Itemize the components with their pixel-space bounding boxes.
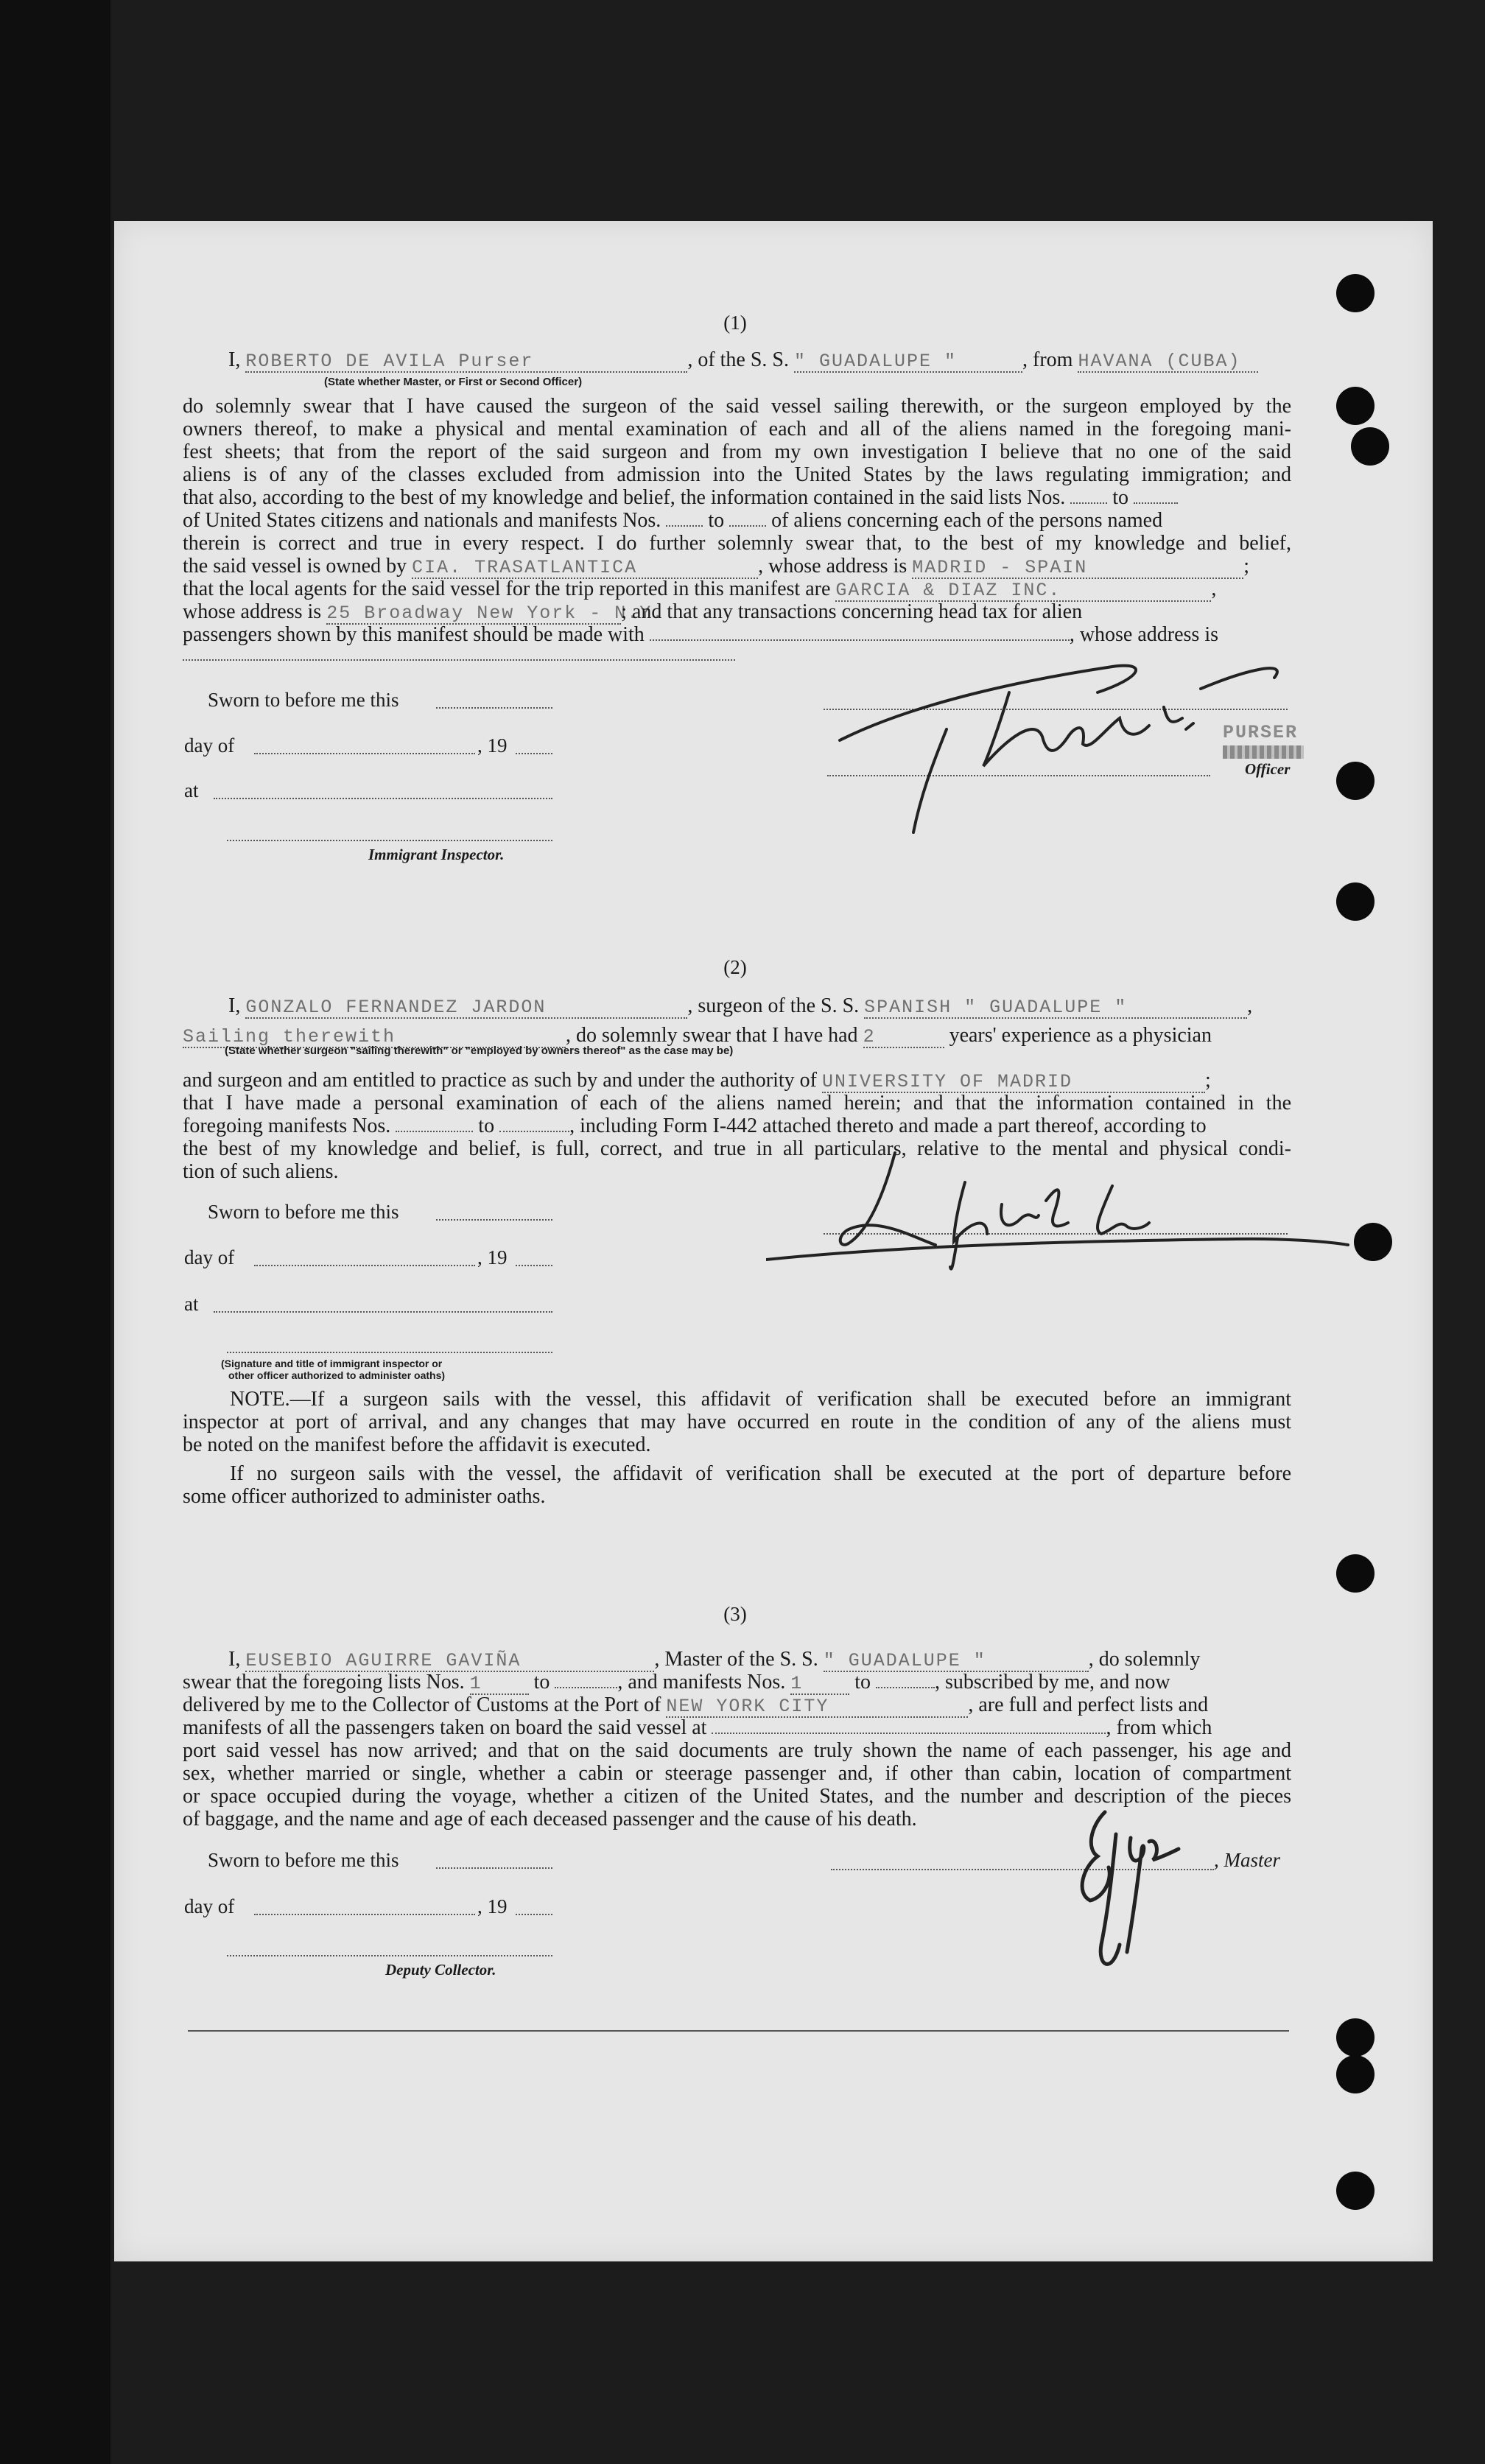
punch-hole [1336, 274, 1375, 312]
sworn-label: Sworn to before me this [208, 1201, 399, 1223]
section-2-para-line: foregoing manifests Nos. to , including Form I-442 attached thereto and made a part thereof, according to [183, 1115, 1207, 1137]
section-1-para-line: do solemnly swear that I have caused the surgeon of the said vessel sailing therewith, or the surgeon employed by the [183, 395, 1291, 418]
departure-port-field[interactable]: HAVANA (CUBA) [1078, 352, 1258, 373]
section-1-line-1: I, ROBERTO DE AVILA Purser , of the S. S. " GUADALUPE " , from HAVANA (CUBA) [228, 348, 1311, 373]
day-of-label: day of [184, 1895, 235, 1917]
purser-signature [832, 648, 1289, 840]
year-label: , 19 [477, 1895, 508, 1917]
day-of-field[interactable] [254, 751, 475, 754]
bottom-rule [188, 2030, 1289, 2032]
master-list-from-field[interactable]: 1 [470, 1674, 529, 1695]
section-2-number: (2) [723, 956, 747, 978]
scan-border [0, 0, 110, 2464]
section-1-para-line: passengers shown by this manifest should be made with , whose address is [183, 623, 1219, 646]
section-2-para-line: tion of such aliens. [183, 1160, 339, 1183]
manifest-to-field[interactable] [729, 510, 766, 527]
head-tax-contact-field[interactable] [650, 625, 1070, 641]
section-1-para-line: aliens is of any of the classes excluded from admission into the United States by the laws regulating immigration; and [183, 463, 1291, 486]
day-of-field[interactable] [254, 1263, 475, 1266]
surgeon-manifest-from-field[interactable] [396, 1116, 473, 1132]
master-vessel-field[interactable]: " GUADALUPE " [824, 1652, 1089, 1672]
section-3-para-line: delivered by me to the Collector of Customs at the Port of NEW YORK CITY , are full and perfect lists and [183, 1693, 1209, 1717]
section-3-para-line: sex, whether married or single, whether a cabin or steerage passenger and, if other than cabin, location of compartment [183, 1762, 1291, 1785]
agents-address-field[interactable]: 25 Broadway New York - N.Y. [326, 603, 665, 624]
year-label: , 19 [477, 734, 508, 757]
officer-rank-hint: (State whether Master, or First or Second Officer) [324, 376, 583, 388]
surgeon-status-hint: (State whether surgeon "sailing therewith" or "employed by owners thereof" as the case may be) [225, 1045, 734, 1057]
master-manifest-to-field[interactable] [876, 1672, 935, 1688]
day-of-field[interactable] [254, 1912, 475, 1915]
embarkation-port-field[interactable] [712, 1718, 1106, 1734]
day-of-label: day of [184, 1246, 235, 1268]
signature-title-hint: (Signature and title of immigrant inspector or other officer authorized to administer oaths) [221, 1358, 446, 1381]
section-2-para-line: the best of my knowledge and belief, is full, correct, and true in all particulars, relative to the mental and physical condi- [183, 1137, 1291, 1160]
year-label: , 19 [477, 1246, 508, 1268]
note-line: inspector at port of arrival, and any changes that may have occurred en route in the condition of any of the aliens must [183, 1411, 1291, 1433]
years-experience-field[interactable]: 2 [863, 1028, 944, 1048]
collector-label: Deputy Collector. [385, 1961, 496, 1979]
punch-hole [1336, 762, 1375, 800]
local-agents-field[interactable]: GARCIA & DIAZ INC. [835, 581, 1211, 602]
punch-hole [1336, 882, 1375, 921]
day-of-label: day of [184, 734, 235, 757]
inspector-signature-field[interactable] [227, 838, 552, 841]
surgeon-manifest-to-field[interactable] [499, 1116, 569, 1132]
section-2-para-line: that I have made a personal examination of each of the aliens named herein; and that the information contained in the [183, 1092, 1291, 1115]
section-3-line-1: I, EUSEBIO AGUIRRE GAVIÑA , Master of the S. S. " GUADALUPE " , do solemnly [228, 1648, 1201, 1671]
section-1-para-line: that the local agents for the said vessel for the trip reported in this manifest are GARCIA & DIAZ INC. , [183, 578, 1217, 601]
punch-hole [1336, 2018, 1375, 2057]
section-1-para-line: fest sheets; that from the report of the said surgeon and from my own investigation I believe that no one of the said [183, 440, 1291, 463]
master-name-field[interactable]: EUSEBIO AGUIRRE GAVIÑA [245, 1652, 654, 1672]
at-field[interactable] [214, 796, 552, 799]
section-3-para-line: port said vessel has now arrived; and that on the said documents are truly shown the name of each passenger, his age and [183, 1739, 1291, 1762]
punch-hole [1336, 2172, 1375, 2210]
section-1-para-line: that also, according to the best of my knowledge and belief, the information contained in the said lists Nos. to [183, 486, 1291, 509]
section-1-number: (1) [723, 312, 747, 334]
section-3-number: (3) [723, 1603, 747, 1625]
section-2-line-1: I, GONZALO FERNANDEZ JARDON , surgeon of the S. S. SPANISH " GUADALUPE " , [228, 994, 1253, 1018]
punch-hole [1336, 2055, 1375, 2093]
surgeon-name-field[interactable]: GONZALO FERNANDEZ JARDON [245, 998, 687, 1019]
master-label: , Master [1214, 1849, 1280, 1871]
inspector-label: Immigrant Inspector. [368, 846, 505, 863]
officer-name-field[interactable]: ROBERTO DE AVILA Purser [245, 352, 687, 373]
at-label: at [184, 779, 199, 801]
note-line: If no surgeon sails with the vessel, the affidavit of verification shall be executed at the port of departure before [230, 1462, 1291, 1485]
owner-address-field[interactable]: MADRID - SPAIN [912, 558, 1243, 579]
vessel-name-field[interactable]: " GUADALUPE " [794, 352, 1022, 373]
sworn-date-field[interactable] [436, 706, 552, 709]
arrival-port-field[interactable]: NEW YORK CITY [666, 1697, 968, 1718]
at-field[interactable] [214, 1310, 552, 1313]
section-1-para-line: therein is correct and true in every respect. I do further solemnly swear that, to the best of my knowledge and belief, [183, 532, 1291, 555]
officer-label: Officer [1245, 760, 1291, 778]
purser-stamp: PURSER [1223, 722, 1299, 743]
head-tax-address-field[interactable] [183, 658, 735, 661]
surgeon-status-field[interactable]: Sailing therewith [183, 1028, 566, 1048]
punch-hole [1354, 1223, 1392, 1261]
year-field[interactable] [516, 751, 552, 754]
year-field[interactable] [516, 1912, 552, 1915]
section-2-line-2: Sailing therewith , do solemnly swear that I have had 2 years' experience as a physician [183, 1024, 1212, 1047]
surgeon-vessel-field[interactable]: SPANISH " GUADALUPE " [864, 998, 1247, 1019]
sworn-label: Sworn to before me this [208, 689, 399, 711]
section-3-para-line: swear that the foregoing lists Nos. 1 to , and manifests Nos. 1 to , subscribed by me, and now [183, 1671, 1170, 1694]
note-line: be noted on the manifest before the affidavit is executed. [183, 1433, 651, 1456]
vessel-owner-field[interactable]: CIA. TRASATLANTICA [412, 558, 758, 579]
punch-hole [1336, 1554, 1375, 1593]
list-from-field[interactable] [1070, 488, 1107, 504]
sworn-date-field[interactable] [436, 1866, 552, 1869]
year-field[interactable] [516, 1263, 552, 1266]
sworn-date-field[interactable] [436, 1218, 552, 1221]
master-list-to-field[interactable] [555, 1672, 617, 1688]
officer-signature-field[interactable] [227, 1350, 552, 1353]
surgeon-signature [766, 1149, 1355, 1274]
authority-field[interactable]: UNIVERSITY OF MADRID [822, 1073, 1205, 1093]
master-signature [1061, 1797, 1193, 1989]
sworn-label: Sworn to before me this [208, 1849, 399, 1871]
master-manifest-from-field[interactable]: 1 [790, 1674, 849, 1695]
note-line: some officer authorized to administer oaths. [183, 1485, 546, 1508]
section-1-para-line: whose address is 25 Broadway New York - N.Y.; and that any transactions concerning head tax for alien [183, 600, 1083, 624]
punch-hole [1336, 387, 1375, 425]
section-3-para-line: or space occupied during the voyage, whether a citizen of the United States, and the number and description of the pieces [183, 1785, 1291, 1808]
collector-signature-field[interactable] [227, 1954, 552, 1956]
punch-hole [1351, 427, 1389, 466]
section-2-para-line: and surgeon and am entitled to practice as such by and under the authority of UNIVERSITY OF MADRID ; [183, 1069, 1211, 1092]
section-1-para-line: owners thereof, to make a physical and mental examination of each and all of the aliens named in the foregoing mani- [183, 418, 1291, 440]
section-3-para-line: of baggage, and the name and age of each deceased passenger and the cause of his death. [183, 1808, 917, 1831]
section-1-para-line: of United States citizens and nationals and manifests Nos. to of aliens concerning each of the persons named [183, 509, 1163, 532]
note-line: NOTE.—If a surgeon sails with the vessel, this affidavit of verification shall be executed before an immigrant [230, 1388, 1291, 1411]
list-to-field[interactable] [1134, 488, 1178, 504]
section-1-para-line: the said vessel is owned by CIA. TRASATLANTICA , whose address is MADRID - SPAIN ; [183, 555, 1250, 578]
at-label: at [184, 1293, 199, 1315]
manifest-from-field[interactable] [666, 510, 703, 527]
section-3-para-line: manifests of all the passengers taken on board the said vessel at , from which [183, 1716, 1212, 1739]
